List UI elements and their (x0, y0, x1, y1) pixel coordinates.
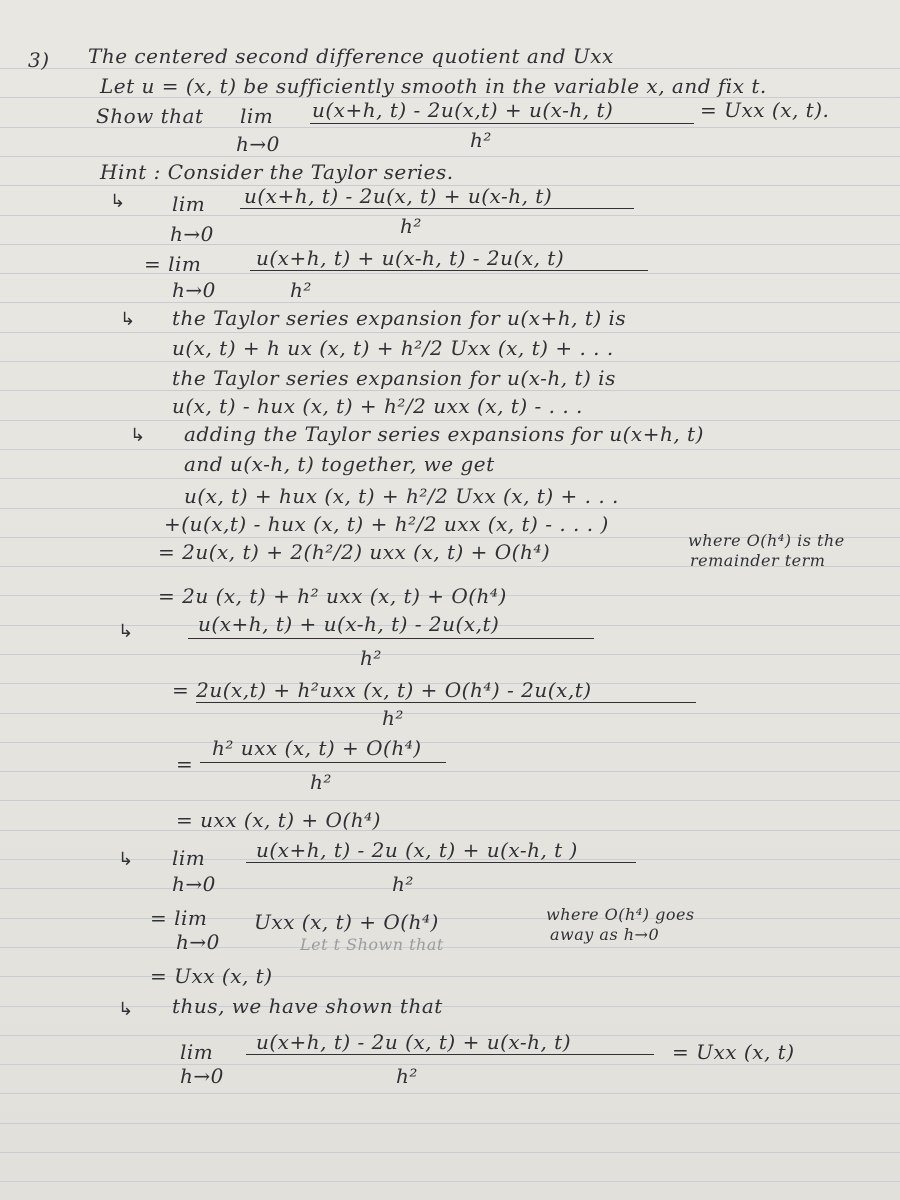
ruled-line (0, 156, 900, 157)
conclusion-result: = Uxx (x, t) (672, 1040, 795, 1064)
problem-title: The centered second difference quotient and Uxx (88, 44, 614, 68)
ruled-line (0, 800, 900, 801)
arrow-icon: ↳ (130, 425, 146, 446)
adding-line6: = 2u (x, t) + h² uxx (x, t) + O(h⁴) (158, 584, 507, 608)
ruled-line (0, 244, 900, 245)
ruled-line (0, 918, 900, 919)
frac1-numerator: u(x+h, t) + u(x-h, t) - 2u(x,t) (198, 612, 500, 636)
arrow-icon: ↳ (118, 999, 134, 1020)
arrow-icon: ↳ (118, 849, 134, 870)
ruled-line (0, 713, 900, 714)
ruled-line (0, 215, 900, 216)
step1-numerator: u(x+h, t) - 2u(x, t) + u(x-h, t) (244, 184, 553, 208)
limit-lim: lim (172, 846, 206, 870)
ruled-line (0, 68, 900, 69)
arrow-icon: ↳ (110, 191, 126, 212)
ruled-line (0, 420, 900, 421)
step1-h-to-0: h→0 (170, 222, 214, 246)
step1-fraction-bar (240, 208, 634, 209)
ruled-line (0, 888, 900, 889)
remainder-note-2: remainder term (690, 551, 826, 570)
step2-denominator: h² (290, 278, 312, 302)
limit-h-to-0b: h→0 (176, 930, 220, 954)
ruled-line (0, 654, 900, 655)
ruled-line (0, 1123, 900, 1124)
ruled-line (0, 390, 900, 391)
frac1-denominator: h² (360, 646, 382, 670)
ruled-line (0, 1152, 900, 1153)
frac3-eq: = (176, 752, 194, 776)
faint-erased-text: Let t Shown that (300, 935, 444, 954)
ruled-line (0, 1006, 900, 1007)
ruled-line (0, 1064, 900, 1065)
taylor-line1: the Taylor series expansion for u(x+h, t) is (172, 306, 627, 330)
ruled-line (0, 302, 900, 303)
limit-eq-lim: = lim (150, 906, 208, 930)
conclusion-denominator: h² (396, 1064, 418, 1088)
step2-h-to-0: h→0 (172, 278, 216, 302)
step1-lim: lim (172, 192, 206, 216)
frac2-bar (196, 702, 696, 703)
problem-line2: Let u = (x, t) be sufficiently smooth in the variable x, and fix t. (100, 74, 767, 98)
ruled-line (0, 976, 900, 977)
ruled-line (0, 508, 900, 509)
arrow-icon: ↳ (120, 309, 136, 330)
adding-line2: and u(x-h, t) together, we get (184, 452, 495, 476)
step2-fraction-bar (250, 270, 648, 271)
arrow-icon: ↳ (118, 621, 134, 642)
frac2-numerator: = 2u(x,t) + h²uxx (x, t) + O(h⁴) - 2u(x,t) (172, 678, 592, 702)
conclusion-h-to-0: h→0 (180, 1064, 224, 1088)
limit-numerator: u(x+h, t) - 2u (x, t) + u(x-h, t ) (256, 838, 578, 862)
ruled-line (0, 449, 900, 450)
frac2-denominator: h² (382, 706, 404, 730)
problem-denominator: h² (470, 128, 492, 152)
limit-denominator: h² (392, 872, 414, 896)
conclusion-line1: thus, we have shown that (172, 994, 443, 1018)
ruled-line (0, 478, 900, 479)
taylor-line3: the Taylor series expansion for u(x-h, t) is (172, 366, 616, 390)
frac3-denominator: h² (310, 770, 332, 794)
step2-numerator: u(x+h, t) + u(x-h, t) - 2u(x, t) (256, 246, 565, 270)
problem-lim: lim (240, 104, 274, 128)
limit-expression: Uxx (x, t) + O(h⁴) (254, 910, 439, 934)
goes-away-note-2: away as h→0 (550, 925, 660, 944)
limit-fraction-bar (246, 862, 636, 863)
ruled-line (0, 830, 900, 831)
remainder-note-1: where O(h⁴) is the (688, 531, 845, 550)
ruled-line (0, 771, 900, 772)
step2-eq-lim: = lim (144, 252, 202, 276)
hint-text: Hint : Consider the Taylor series. (100, 160, 454, 184)
problem-numerator: u(x+h, t) - 2u(x,t) + u(x-h, t) (312, 98, 614, 122)
problem-number: 3) (28, 48, 50, 72)
adding-line1: adding the Taylor series expansions for u(x+h, t) (184, 422, 704, 446)
ruled-line (0, 1181, 900, 1182)
frac1-bar (188, 638, 594, 639)
frac3-bar (200, 762, 446, 763)
frac3-numerator: h² uxx (x, t) + O(h⁴) (212, 736, 422, 760)
problem-result: = Uxx (x, t). (700, 98, 830, 122)
taylor-line4: u(x, t) - hux (x, t) + h²/2 uxx (x, t) - . . . (172, 394, 583, 418)
conclusion-numerator: u(x+h, t) - 2u (x, t) + u(x-h, t) (256, 1030, 572, 1054)
step1-denominator: h² (400, 214, 422, 238)
ruled-line (0, 361, 900, 362)
limit-result: = Uxx (x, t) (150, 964, 273, 988)
taylor-line2: u(x, t) + h ux (x, t) + h²/2 Uxx (x, t) + . . . (172, 336, 614, 360)
ruled-line (0, 1093, 900, 1094)
goes-away-note-1: where O(h⁴) goes (546, 905, 695, 924)
ruled-line (0, 332, 900, 333)
show-that-label: Show that (96, 104, 204, 128)
problem-fraction-bar (310, 123, 694, 124)
adding-line5: = 2u(x, t) + 2(h²/2) uxx (x, t) + O(h⁴) (158, 540, 551, 564)
ruled-line (0, 947, 900, 948)
adding-line4: +(u(x,t) - hux (x, t) + h²/2 uxx (x, t) - . . . ) (164, 512, 609, 536)
limit-h-to-0: h→0 (172, 872, 216, 896)
substitution-line4: = uxx (x, t) + O(h⁴) (176, 808, 381, 832)
conclusion-lim: lim (180, 1040, 214, 1064)
adding-line3: u(x, t) + hux (x, t) + h²/2 Uxx (x, t) + . . . (184, 484, 619, 508)
problem-h-to-0: h→0 (236, 132, 280, 156)
ruled-line (0, 273, 900, 274)
ruled-line (0, 742, 900, 743)
conclusion-fraction-bar (246, 1054, 654, 1055)
